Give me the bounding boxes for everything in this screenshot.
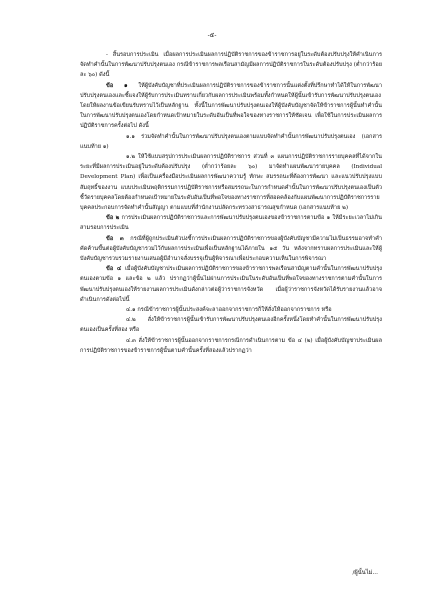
paragraph-text: ๑.๒ ให้ใช้แบบสรุปการประเมินผลการปฏิบัติราชการ ส่วนที่ ๓ แผนการปฏิบัติราชการรายบุคคลที่ได้จากในระยะที่มีผลการประเมินอยู่ในระดับต้องปรับปรุง (ต่ำกว่าร้อยละ ๖๐) มาจัดทำแผนพัฒนารายบุคคล (Individual Development Plan) เพื่อเป็นเครื่องมือประเมินผลการพัฒนาความรู้ ทักษะ สมรรถนะที่ต้องการพัฒนา และแนวปรับปรุงแบบสัมฤทธิ์ของงาน แบบประเมินพฤติกรรมการปฏิบัติราชการหรือสมรรถนะในการกำหนดคำนั้นในการพัฒนาปรับปรุงตนเองเป็นตัวชี้วัดรายบุคคลโดยต้องกำหนดเป้าหมายในระดับอันเป็นที่พอใจของทางราชการที่สอดคล้องกับแผนพัฒนาการปฏิบัติราชการรายบุคคลประกอบการจัดทำคำนั้นสัญญา ตามแบบที่สำนักงานปลัดกระทรวงสาธารณสุขกำหนด (เอกสารแนบท้าย ๒) — [80, 154, 382, 212]
clause-number: ข้อ ๒ — [106, 215, 120, 222]
document-body — [80, 50, 382, 356]
paragraph-text: - สิ้นรอบการประเมิน เมื่อผลการประเมินผลการปฏิบัติราชการของข้าราชการอยู่ในระดับต้องปรับปรุงให้คำเนินการจัดทำคำนั้นในการพัฒนาปรับปรุงตนเอง กรณีข้าราชการพลเรือนสามัญมีผลการปฏิบัติราชการในระดับต้องปรับปรุง (ต่ำกว่าร้อยละ ๖๐) ดังนี้ — [80, 52, 382, 79]
paragraph — [80, 81, 382, 132]
clause-number: ข้อ ๔ — [106, 266, 122, 273]
paragraph — [80, 315, 382, 335]
paragraph — [80, 264, 382, 305]
paragraph-text: ๔.๓ สั่งให้ข้าราชการผู้นั้นออกจากราชการกรณีการดำเนินการตาม ข้อ ๔ (๒) เมื่อผู้บังคับบัญชาประเมินผลการปฏิบัติราชการของข้าราชการผู้นั้นตามคำนั้นครั้งที่สองแล้วปรากฏว่า — [80, 337, 382, 354]
paragraph-text: ๔.๒ สั่งให้ข้าราชการผู้นั้นเข้ารับการพัฒนาปรับปรุงตนเองอีกครั้งหนึ่งโดยทำคำนั้นในการพัฒนาปรับปรุงตนเองเป็นครั้งที่สอง หรือ — [80, 317, 382, 334]
paragraph — [80, 305, 382, 315]
clause-number: ข้อ ๑ — [106, 82, 128, 89]
paragraph — [80, 132, 382, 152]
paragraph-text: ให้ผู้บังคับบัญชาที่ประเมินผลการปฏิบัติราชการของข้าราชการนั้นแต่งตั้งที่ปรึกษาทำได้ให้ในการพัฒนาปรับปรุงตนเองและชี้แจงให้ผู้รับการประเมินทราบเกี่ยวกับผลการประเมินพร้อมทั้งกำหนดให้ผู้นั้นเข้ารับการพัฒนาปรับปรุงตนเองโดยให้ผลงานข้อเขียนรับทราบไว้เป็นหลักฐาน ทั้งนี้ในการพัฒนาปรับปรุงตนเองให้ผู้บังคับบัญชาจัดให้ข้าราชการผู้นั้นทำคำนั้นในการพัฒนาปรับปรุงตนเองโดยกำหนดเป้าหมายในระดับอันเป็นที่พอใจของทางราชการให้ชัดเจน เพื่อใช้ในการประเมินผลการปฏิบัติราชการครั้งต่อไป ดังนี้ — [80, 82, 383, 130]
page-number: -๕- — [207, 32, 217, 39]
paragraph-text: การประเมินผลการปฏิบัติราชการและการพัฒนาปรับปรุงตนเองของข้าราชการตามข้อ ๑ ให้มีระยะเวลาไม่เกินสามรอบการประเมิน — [80, 215, 382, 232]
paragraph-text: กรณีที่ผู้ถูกประเมินตัวบ่งชี้การประเมินผลการปฏิบัติราชการของผู้บังคับบัญชามีความไม่เป็นธรรมอาจทำคำคัดค้านขึ้นต่อผู้บังคับบัญชารวมไว้กับผลการประเมินเพื่อเป็นหลักฐานได้ภายใน ๑๕ วัน หลังจากทราบผลการประเมินและให้ผู้บังคับบัญชารวบรวมรายงานเสนอผู้มีอำนาจสั่งบรรจุเป็นผู้พิจารณาเพื่อประกอบความเห็นในการพิจารณา — [80, 235, 382, 263]
paragraph — [80, 152, 382, 213]
paragraph — [80, 50, 382, 81]
paragraph-text: ๔.๑ กรณีข้าราชการผู้นั้นประสงค์จะลาออกจากราชการก็ให้สั่งให้ออกจากราชการ หรือ — [126, 307, 332, 314]
paragraph — [80, 336, 382, 356]
clause-number: ข้อ ๓ — [106, 235, 124, 242]
paragraph-text: ๑.๑ ร่วมจัดทำคำนั้นในการพัฒนาปรับปรุงตนเองตามแบบจัดทำคำนั้นการพัฒนาปรับปรุงตนเอง (เอกสารแนบท้าย ๑) — [80, 133, 382, 150]
paragraph — [80, 213, 382, 233]
continuation-marker: /ผู้นั้นไม่... — [352, 570, 378, 576]
paragraph — [80, 234, 382, 265]
paragraph-text: เมื่อผู้บังคับบัญชาประเมินผลการปฏิบัติราชการของข้าราชการพลเรือนสามัญตามคำนั้นในการพัฒนาปรับปรุงตนเองตามข้อ ๑ และข้อ ๒ แล้ว ปรากฏว่าผู้นั้นไม่ผ่านการประเมินในระดับอันเป็นที่พอใจของทางราชการตามคำนั้นในการพัฒนาปรับปรุงตนเองให้รายงานผลการประเมินดังกล่าวต่อผู้ว่าราชการจังหวัด เมื่อผู้ว่าราชการจังหวัดได้รับรายงานแล้วอาจดำเนินการดังต่อไปนี้ — [80, 266, 382, 303]
